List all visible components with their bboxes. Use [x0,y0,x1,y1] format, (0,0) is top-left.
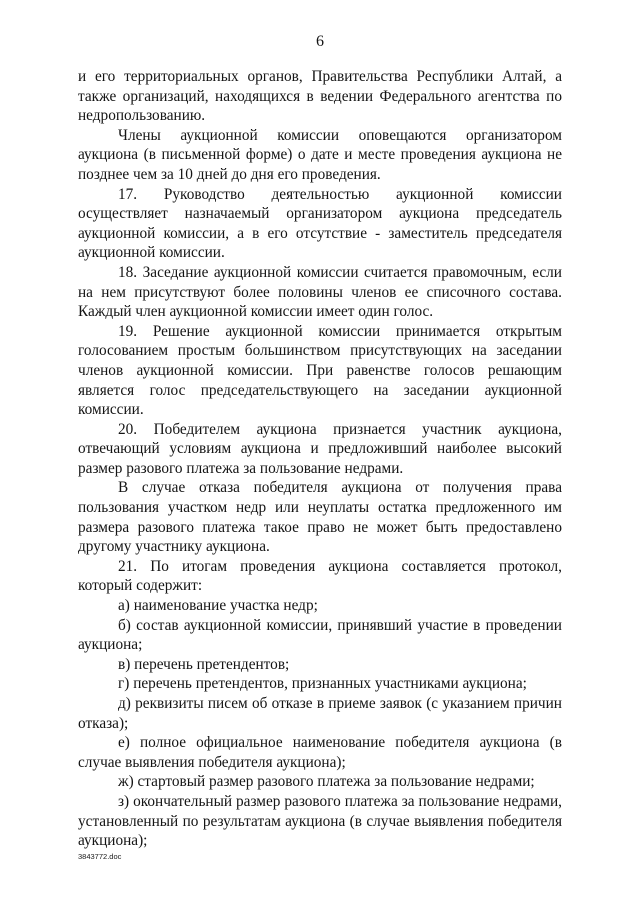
list-item-v: в) перечень претендентов; [118,655,290,673]
list-item-b: б) состав аукционной комиссии, принявший участие в проведении аукциона; [78,616,562,654]
page-number: 6 [316,33,324,50]
list-item-g: г) перечень претендентов, признанных участниками аукциона; [118,675,527,693]
list-item-z: з) окончательный размер разового платежа за пользование недрами, установленный по результатам аукциона (в случае выявления победителя аукциона); [78,792,562,850]
paragraph: и его территориальных органов, Правительства Республики Алтай, а также организаций, находящихся в ведении Федерального агентства по недропользованию. [78,68,562,125]
list-item-a: а) наименование участка недр; [118,597,318,615]
document-file-code: 3843772.doc [78,852,122,861]
paragraph-item-20: 20. Победителем аукциона признается участник аукциона, отвечающий условиям аукциона и предложивший наиболее высокий размер разового платежа за пользование недрами. [78,420,562,477]
paragraph: Члены аукционной комиссии оповещаются организатором аукциона (в письменной форме) о дате и месте проведения аукциона не позднее чем за 10 дней до дня его проведения. [78,126,562,183]
paragraph: В случае отказа победителя аукциона от получения права пользования участком недр или неуплаты остатка предложенного им размера разового платежа такое право не может быть предоставлено другому участнику аукциона. [78,479,562,556]
list-item-zh: ж) стартовый размер разового платежа за пользование недрами; [118,773,535,791]
document-body [78,67,562,851]
list-item-e: е) полное официальное наименование победителя аукциона (в случае выявления победителя аукциона); [78,734,562,771]
paragraph-item-19: 19. Решение аукционной комиссии принимается открытым голосованием простым большинством присутствующих на заседании членов аукционной комиссии. При равенстве голосов решающим является голос председательствующего на заседании аукционной комиссии. [78,322,562,419]
paragraph-item-21: 21. По итогам проведения аукциона составляется протокол, который содержит: [78,557,562,595]
paragraph-item-17: 17. Руководство деятельностью аукционной комиссии осуществляет назначаемый организатором аукциона председатель аукционной комиссии, а в его отсутствие - заместитель председателя аукционной комиссии. [78,185,562,262]
paragraph-item-18: 18. Заседание аукционной комиссии считается правомочным, если на нем присутствуют более половины членов ее списочного состава. Каждый член аукционной комиссии имеет один голос. [78,263,562,321]
list-item-d: д) реквизиты писем об отказе в приеме заявок (с указанием причин отказа); [78,695,562,732]
